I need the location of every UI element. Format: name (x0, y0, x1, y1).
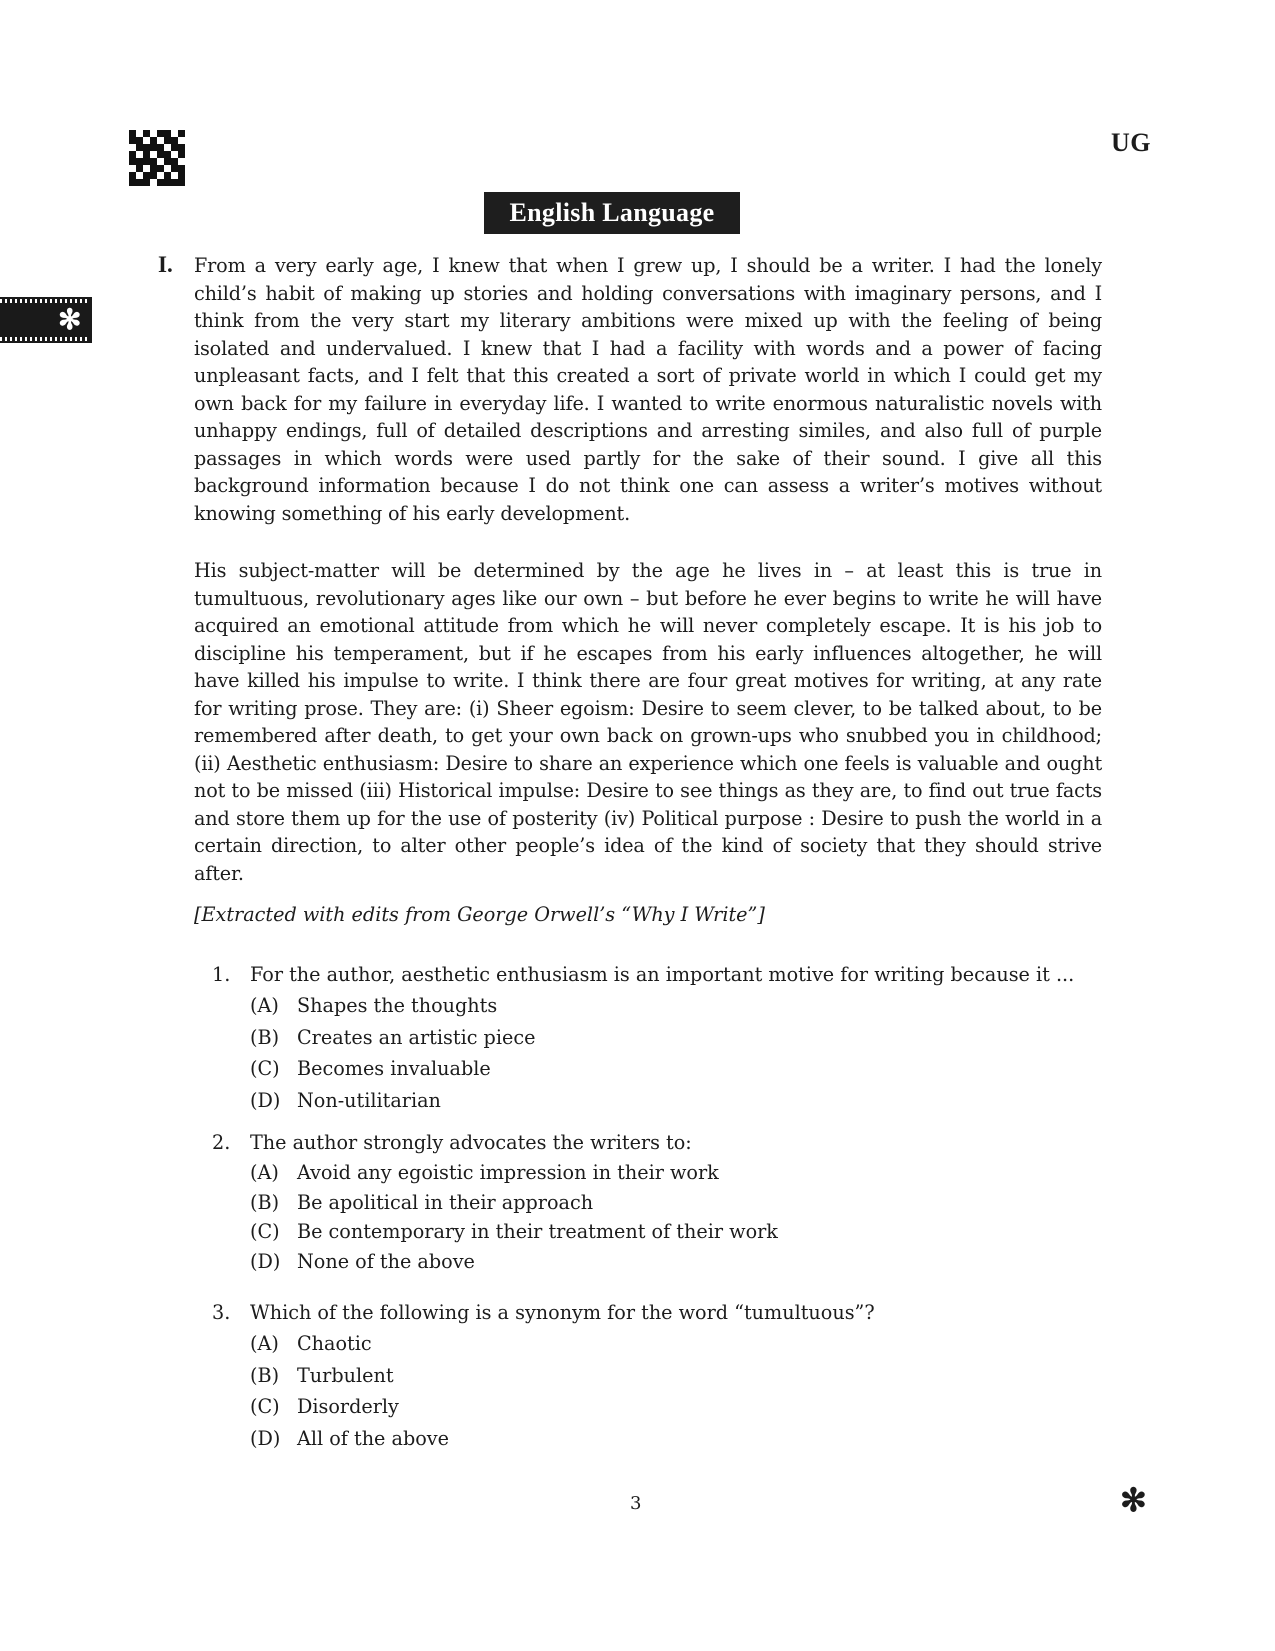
option-text: Becomes invaluable (297, 1057, 491, 1080)
option-key: (C) (250, 1220, 280, 1243)
option-key: (D) (250, 1426, 281, 1450)
section-number: I. (158, 252, 173, 277)
paper-code: UG (1111, 128, 1151, 157)
answer-option (250, 1085, 1112, 1117)
question-number: 1. (212, 963, 231, 986)
barcode-icon (129, 130, 185, 186)
side-marker-tab (0, 297, 92, 343)
tab-edge-marks-bottom (0, 337, 88, 341)
asterisk-icon: ✻ (58, 303, 82, 336)
asterisk-icon: ✻ (1120, 1481, 1147, 1519)
question-item (212, 1298, 1112, 1454)
answer-option (250, 1360, 1112, 1392)
option-key: (C) (250, 1395, 280, 1418)
option-text: Avoid any egoistic impression in their work (297, 1161, 719, 1184)
answer-option (250, 1022, 1112, 1054)
answer-option (250, 1053, 1112, 1085)
option-key: (A) (250, 1161, 279, 1184)
answer-option (250, 990, 1112, 1022)
option-key: (B) (250, 1363, 280, 1387)
option-key: (C) (250, 1057, 280, 1080)
answer-option (250, 1217, 1112, 1247)
option-key: (A) (250, 994, 279, 1017)
passage-source: [Extracted with edits from George Orwell’s “Why I Write”] (194, 903, 765, 926)
answer-option (250, 1391, 1112, 1423)
option-key: (A) (250, 1332, 279, 1355)
answer-option (250, 1328, 1112, 1360)
option-text: Non-utilitarian (297, 1088, 441, 1112)
option-key: (D) (250, 1249, 281, 1273)
answer-option (250, 1423, 1112, 1455)
question-item (212, 1128, 1112, 1276)
answer-option (250, 1188, 1112, 1218)
option-text: Be apolitical in their approach (297, 1190, 594, 1214)
answer-option (250, 1247, 1112, 1277)
passage-paragraph: From a very early age, I knew that when I grew up, I should be a writer. I had the lonely child’s habit of making up stories and holding conversations with imaginary persons, and I think from the very start my literary ambitions were mixed up with the feeling of being isolated and undervalued. I knew that I had a facility with words and a power of facing unpleasant facts, and I felt that this created a sort of private world in which I could get my own back for my failure in everyday life. I wanted to write enormous naturalistic novels with unhappy endings, full of detailed descriptions and arresting similes, and also full of purple passages in which words were used partly for the sake of their sound. I give all this background information because I do not think one can assess a writer’s motives without knowing something of his early development. (194, 254, 1102, 525)
reading-passage (194, 252, 1102, 887)
option-text: None of the above (297, 1249, 475, 1273)
question-item (212, 960, 1112, 1116)
question-text: For the author, aesthetic enthusiasm is an important motive for writing because it ... (250, 963, 1075, 986)
option-key: (B) (250, 1025, 280, 1049)
question-text: The author strongly advocates the writers to: (250, 1131, 692, 1154)
option-text: Be contemporary in their treatment of their work (297, 1220, 778, 1243)
section-title: English Language (484, 192, 740, 234)
option-key: (D) (250, 1088, 281, 1112)
page-number: 3 (630, 1493, 642, 1514)
answer-option (250, 1158, 1112, 1188)
option-text: Turbulent (297, 1363, 394, 1387)
question-number: 2. (212, 1131, 231, 1154)
option-text: Shapes the thoughts (297, 994, 498, 1017)
option-text: Chaotic (297, 1332, 372, 1355)
option-text: All of the above (297, 1426, 449, 1450)
question-text: Which of the following is a synonym for the word “tumultuous”? (250, 1301, 875, 1324)
passage-paragraph: His subject-matter will be determined by the age he lives in – at least this is true in tumultuous, revolutionary ages like our own – but before he ever begins to write he will have acquired an emotional attitude from which he will never completely escape. It is his job to discipline his temperament, but if he escapes from his early influences altogether, he will have killed his impulse to write. I think there are four great motives for writing, at any rate for writing prose. They are: (i) Sheer egoism: Desire to seem clever, to be talked about, to be remembered after death, to get your own back on grown-ups who snubbed you in childhood; (ii) Aesthetic enthusiasm: Desire to share an experience which one feels is valuable and ought not to be missed (iii) Historical impulse: Desire to see things as they are, to find out true facts and store them up for the use of posterity (iv) Political purpose : Desire to push the world in a certain direction, to alter other people’s idea of the kind of society that they should strive after. (194, 559, 1102, 885)
option-key: (B) (250, 1190, 280, 1214)
question-number: 3. (212, 1301, 231, 1324)
option-text: Creates an artistic piece (297, 1025, 536, 1049)
option-text: Disorderly (297, 1395, 399, 1418)
question-list (212, 960, 1112, 1454)
